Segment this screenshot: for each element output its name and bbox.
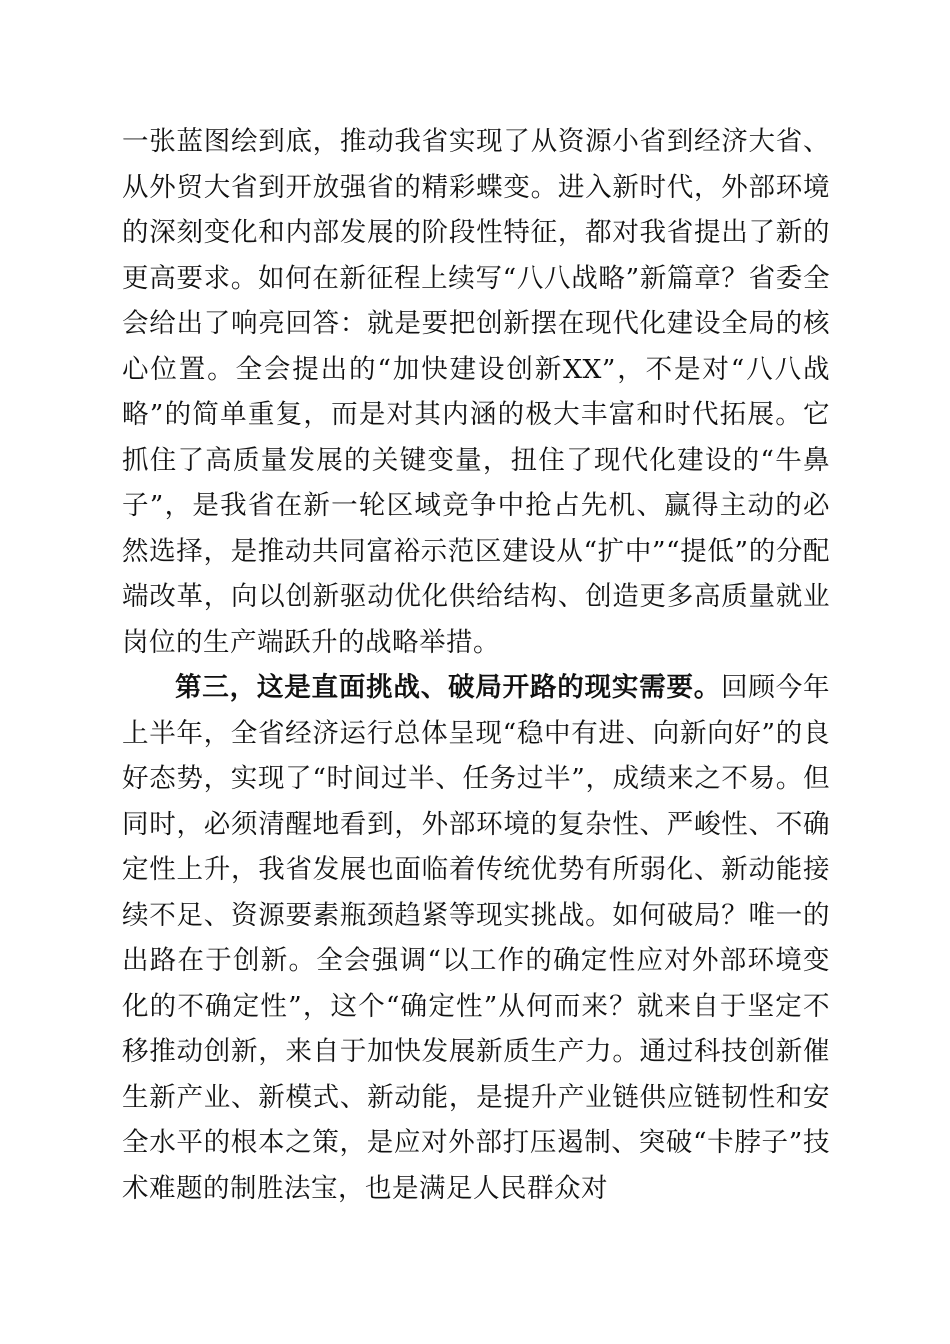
paragraph-2 [122,665,830,1211]
paragraph-2-heading: 第三，这是直面挑战、破局开路的现实需要。 [175,672,722,703]
paragraph-2-body: 回顾今年上半年，全省经济运行总体呈现“稳中有进、向新向好”的良好态势，实现了“时间过半、任务过半”，成绩来之不易。但同时，必须清醒地看到，外部环境的复杂性、严峻性、不确定性上升，我省发展也面临着传统优势有所弱化、新动能接续不足、资源要素瓶颈趋紧等现实挑战。如何破局？唯一的出路在于创新。全会强调“以工作的确定性应对外部环境变化的不确定性”，这个“确定性”从何而来？就来自于坚定不移推动创新，来自于加快发展新质生产力。通过科技创新催生新产业、新模式、新动能，是提升产业链供应链韧性和安全水平的根本之策，是应对外部打压遏制、突破“卡脖子”技术难题的制胜法宝，也是满足人民群众对 [122,672,831,1204]
paragraph-1: 一张蓝图绘到底，推动我省实现了从资源小省到经济大省、从外贸大省到开放强省的精彩蝶变。进入新时代，外部环境的深刻变化和内部发展的阶段性特征，都对我省提出了新的更高要求。如何在新征程上续写“八八战略”新篇章？省委全会给出了响亮回答：就是要把创新摆在现代化建设全局的核心位置。全会提出的“加快建设创新XX”，不是对“八八战略”的简单重复，而是对其内涵的极大丰富和时代拓展。它抓住了高质量发展的关键变量，扭住了现代化建设的“牛鼻子”，是我省在新一轮区域竞争中抢占先机、赢得主动的必然选择，是推动共同富裕示范区建设从“扩中”“提低”的分配端改革，向以创新驱动优化供给结构、创造更多高质量就业岗位的生产端跃升的战略举措。 [122,126,830,658]
document-page [122,119,830,1211]
